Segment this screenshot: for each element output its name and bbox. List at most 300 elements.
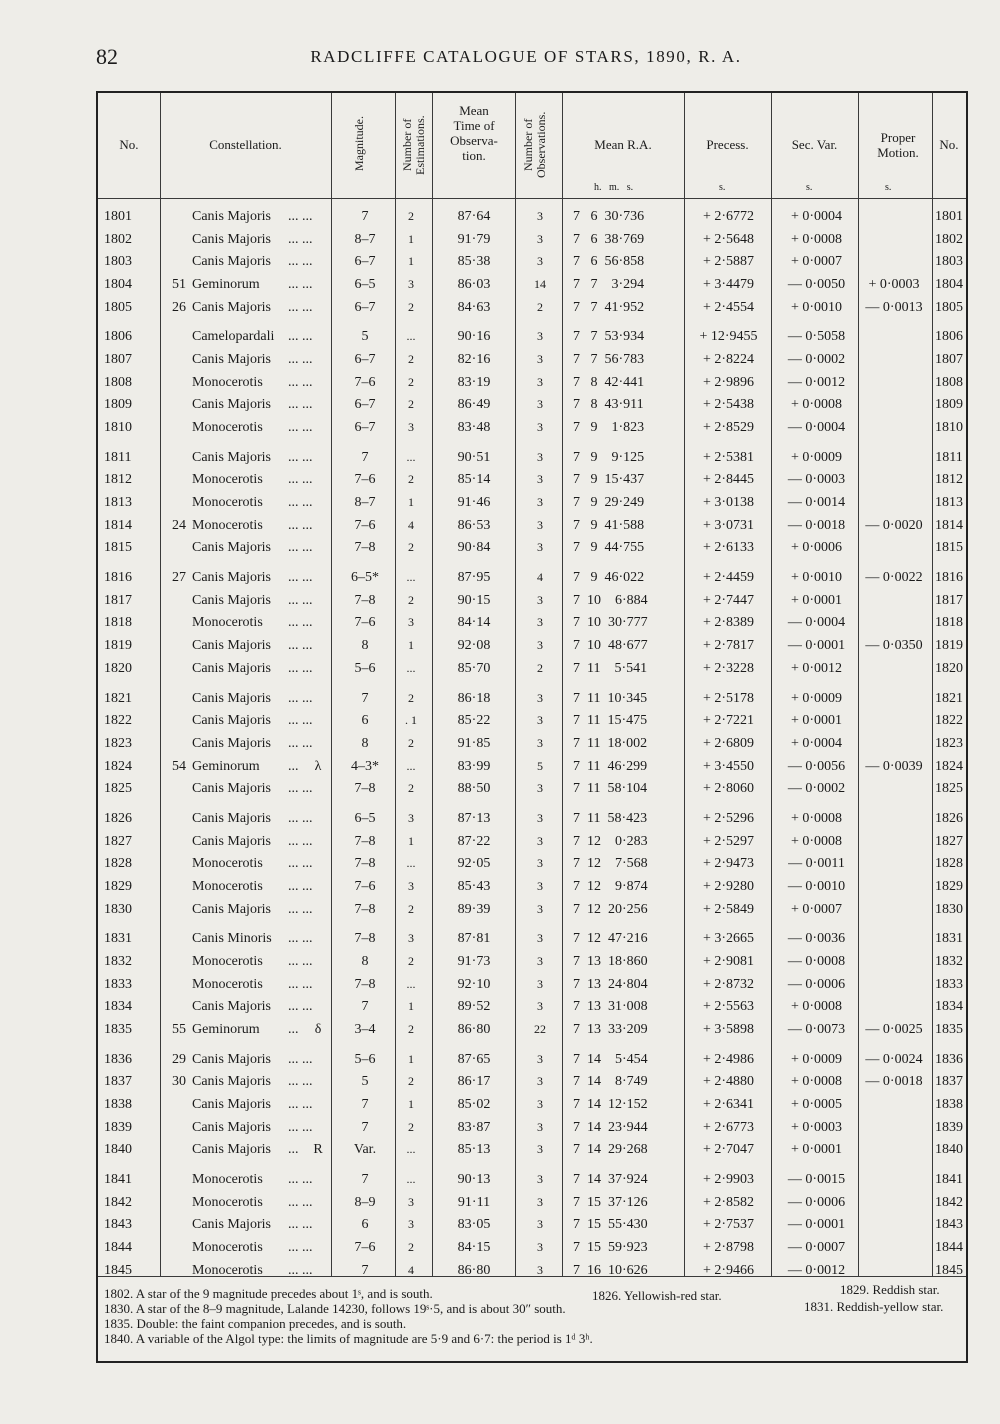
- table-row: [98, 418, 966, 440]
- table-row: [98, 350, 966, 372]
- observations-count: 3: [537, 1240, 543, 1255]
- star-number-right: 1830: [935, 901, 963, 917]
- mean-time-value: 87·95: [457, 570, 491, 586]
- mean-ra-value: 7 11 5·541: [573, 660, 648, 676]
- observations-count: 3: [537, 999, 543, 1014]
- observations-count: 3: [537, 472, 543, 487]
- secular-variation-value: + 0·0001: [790, 592, 843, 608]
- star-number-right: 1818: [935, 615, 963, 631]
- star-number: 1837: [104, 1074, 132, 1090]
- magnitude-value: 7: [361, 690, 369, 706]
- mean-time-value: 83·48: [457, 419, 491, 435]
- magnitude-value: 7–6: [354, 374, 376, 390]
- magnitude-value: 6: [361, 1217, 369, 1233]
- constellation-name: Canis Majoris: [192, 352, 271, 368]
- constellation-name: Canis Majoris: [192, 713, 271, 729]
- leader-dots: ... ...: [288, 397, 313, 413]
- star-number-right: 1827: [935, 833, 963, 849]
- proper-motion-value: + 0·0003: [868, 276, 920, 292]
- constellation-name: Canis Majoris: [192, 209, 271, 224]
- star-number: 1820: [104, 660, 132, 676]
- flamsteed-number: 29: [172, 1051, 186, 1067]
- proper-motion-value: — 0·0024: [865, 1051, 923, 1067]
- precession-value: + 2·7047: [702, 1142, 755, 1158]
- leader-dots: ... ...: [288, 999, 313, 1015]
- mean-time-value: 91·85: [457, 735, 491, 751]
- observations-count: 3: [537, 540, 543, 555]
- star-number: 1830: [104, 901, 132, 917]
- mean-time-value: 91·11: [457, 1194, 491, 1210]
- secular-variation-value: — 0·0007: [787, 1240, 846, 1256]
- constellation-name: Canis Majoris: [192, 1119, 271, 1135]
- mean-time-value: 90·51: [457, 449, 491, 465]
- precession-value: + 2·9466: [702, 1262, 755, 1278]
- magnitude-value: 5: [361, 1074, 369, 1090]
- star-number: 1844: [104, 1240, 132, 1256]
- table-row: [98, 568, 966, 590]
- star-number: 1843: [104, 1217, 132, 1233]
- leader-dots: ... ...: [288, 638, 313, 654]
- magnitude-value: 8: [361, 954, 369, 970]
- mean-time-value: 91·73: [457, 954, 491, 970]
- flamsteed-number: 54: [172, 758, 186, 774]
- star-number: 1833: [104, 976, 132, 992]
- observations-count: 3: [537, 449, 543, 464]
- mean-ra-value: 7 8 42·441: [573, 374, 645, 390]
- star-number: 1810: [104, 419, 132, 435]
- bayer-letter: R: [313, 1142, 323, 1158]
- precession-value: + 2·8529: [702, 419, 755, 435]
- magnitude-value: 7: [361, 999, 369, 1015]
- constellation-name: Canis Majoris: [192, 660, 271, 676]
- star-number-right: 1838: [935, 1097, 963, 1113]
- star-number: 1829: [104, 878, 132, 894]
- leader-dots: ... ...: [288, 856, 313, 872]
- precession-value: + 3·4479: [702, 276, 755, 292]
- precession-value: + 3·5898: [702, 1021, 755, 1037]
- mean-time-value: 87·22: [457, 833, 491, 849]
- leader-dots: ... ...: [288, 931, 313, 947]
- secular-variation-value: — 0·0002: [787, 352, 846, 368]
- star-number-right: 1816: [935, 570, 963, 586]
- magnitude-value: 7–6: [354, 615, 376, 631]
- constellation-name: Camelopardali: [192, 329, 275, 345]
- precession-value: + 2·7221: [702, 713, 755, 729]
- star-number: 1826: [104, 811, 132, 826]
- precession-value: + 2·8060: [702, 781, 755, 797]
- observations-count: 3: [537, 954, 543, 969]
- leader-dots: ... ...: [288, 954, 313, 970]
- mean-time-value: 90·15: [457, 592, 491, 608]
- precession-value: + 2·9903: [702, 1172, 755, 1188]
- estimations-count: 2: [408, 1074, 414, 1089]
- observations-count: 4: [537, 570, 543, 585]
- magnitude-value: 8–7: [354, 495, 376, 511]
- proper-motion-value: — 0·0039: [865, 758, 923, 774]
- proper-motion-value: — 0·0018: [865, 1074, 923, 1090]
- leader-dots: ... ...: [288, 592, 313, 608]
- star-number-right: 1839: [935, 1119, 963, 1135]
- mean-time-value: 92·08: [457, 638, 491, 654]
- leader-dots: ... ...: [288, 878, 313, 894]
- mean-ra-value: 7 9 9·125: [573, 449, 645, 465]
- mean-ra-value: 7 9 15·437: [573, 472, 645, 488]
- mean-ra-value: 7 13 31·008: [573, 999, 648, 1015]
- secular-variation-value: + 0·0001: [790, 1142, 843, 1158]
- precession-value: + 2·5178: [702, 690, 755, 706]
- mean-time-value: 85·13: [457, 1142, 491, 1158]
- constellation-name: Canis Majoris: [192, 781, 271, 797]
- leader-dots: ... ...: [288, 735, 313, 751]
- star-number-right: 1806: [935, 329, 963, 345]
- precession-value: + 2·8224: [702, 352, 755, 368]
- mean-time-value: 87·64: [457, 209, 491, 224]
- estimations-count: 3: [408, 931, 414, 946]
- mean-ra-value: 7 11 58·423: [573, 811, 648, 826]
- footnote: 1840. A variable of the Algol type: the limits of magnitude are 5·9 and 6·7: the period is 1ᵈ 3ʰ.: [104, 1331, 593, 1346]
- mean-ra-value: 7 10 30·777: [573, 615, 648, 631]
- mean-time-value: 83·99: [457, 758, 491, 774]
- proper-motion-value: — 0·0013: [865, 299, 923, 315]
- mean-time-value: 86·03: [457, 276, 491, 292]
- magnitude-value: 7: [361, 209, 369, 224]
- secular-variation-value: — 0·0014: [787, 495, 846, 511]
- estimations-count: 3: [408, 419, 414, 434]
- magnitude-value: 7–8: [354, 540, 376, 556]
- observations-count: 3: [537, 517, 543, 532]
- mean-time-value: 92·05: [457, 856, 491, 872]
- star-number: 1828: [104, 856, 132, 872]
- leader-dots: ... ...: [288, 615, 313, 631]
- estimations-count: 2: [408, 472, 414, 487]
- table-row: [98, 1020, 966, 1042]
- magnitude-value: 7–8: [354, 781, 376, 797]
- mean-time-value: 90·84: [457, 540, 491, 556]
- leader-dots: ... ...: [288, 781, 313, 797]
- star-number-right: 1844: [935, 1240, 963, 1256]
- proper-motion-value: — 0·0022: [865, 570, 923, 586]
- estimations-count: 2: [408, 209, 414, 223]
- estimations-count: ...: [406, 758, 416, 773]
- secular-variation-value: + 0·0012: [790, 660, 843, 676]
- star-number: 1806: [104, 329, 132, 345]
- star-number-right: 1815: [935, 540, 963, 556]
- leader-dots: ... ...: [288, 419, 313, 435]
- mean-ra-value: 7 6 56·858: [573, 254, 645, 270]
- star-number: 1815: [104, 540, 132, 556]
- table-row: [98, 493, 966, 515]
- secular-variation-value: — 0·0015: [787, 1172, 846, 1188]
- precession-value: + 2·4554: [702, 299, 755, 315]
- star-number: 1834: [104, 999, 132, 1015]
- precession-value: + 2·9280: [702, 878, 755, 894]
- precession-value: + 3·4550: [702, 758, 755, 774]
- estimations-count: 1: [408, 231, 414, 246]
- star-number-right: 1828: [935, 856, 963, 872]
- constellation-name: Geminorum: [192, 276, 260, 292]
- precession-value: + 2·9473: [702, 856, 755, 872]
- mean-ra-value: 7 10 48·677: [573, 638, 648, 654]
- mean-ra-value: 7 9 46·022: [573, 570, 645, 586]
- star-number-right: 1807: [935, 352, 963, 368]
- star-number-right: 1825: [935, 781, 963, 797]
- observations-count: 3: [537, 638, 543, 653]
- star-number: 1842: [104, 1194, 132, 1210]
- observations-count: 3: [537, 690, 543, 705]
- secular-variation-value: + 0·0008: [790, 833, 843, 849]
- footnote: 1830. A star of the 8–9 magnitude, Lalande 14230, follows 19ˢ·5, and is about 30″ south.: [104, 1301, 566, 1316]
- precession-value: + 2·7817: [702, 638, 755, 654]
- observations-count: 3: [537, 1074, 543, 1089]
- mean-ra-value: 7 15 55·430: [573, 1217, 648, 1233]
- secular-variation-value: + 0·0007: [790, 254, 843, 270]
- precession-value: + 2·3228: [702, 660, 755, 676]
- observations-count: 3: [537, 352, 543, 367]
- constellation-name: Monocerotis: [192, 856, 263, 872]
- flamsteed-number: 30: [172, 1074, 186, 1090]
- mean-ra-value: 7 14 29·268: [573, 1142, 648, 1158]
- constellation-name: Canis Majoris: [192, 397, 271, 413]
- observations-count: 3: [537, 1142, 543, 1157]
- header-sec-var: Sec. Var.: [791, 137, 838, 152]
- leader-dots: ... ...: [288, 209, 313, 224]
- secular-variation-value: + 0·0004: [790, 209, 843, 224]
- estimations-count: 2: [408, 735, 414, 750]
- observations-count: 3: [537, 1194, 543, 1209]
- mean-time-value: 86·17: [457, 1074, 491, 1090]
- observations-count: 3: [537, 254, 543, 269]
- magnitude-value: 7–8: [354, 592, 376, 608]
- observations-count: 3: [537, 1051, 543, 1066]
- star-number-right: 1837: [935, 1074, 963, 1090]
- star-number-right: 1845: [935, 1262, 963, 1278]
- mean-time-value: 85·38: [457, 254, 491, 270]
- proper-motion-value: — 0·0020: [865, 517, 923, 533]
- table-row: [98, 252, 966, 274]
- star-number: 1805: [104, 299, 132, 315]
- estimations-count: 1: [408, 999, 414, 1014]
- precession-value: + 2·8389: [702, 615, 755, 631]
- leader-dots: ... ...: [288, 495, 313, 511]
- leader-dots: ... ...: [288, 713, 313, 729]
- precession-value: + 2·9896: [702, 374, 755, 390]
- mean-time-value: 86·49: [457, 397, 491, 413]
- magnitude-value: 5–6: [354, 660, 376, 676]
- mean-time-value: 90·13: [457, 1172, 491, 1188]
- secular-variation-value: — 0·0011: [788, 856, 845, 872]
- mean-time-value: 85·70: [457, 660, 491, 676]
- secular-variation-value: + 0·0009: [790, 1051, 843, 1067]
- observations-count: 3: [537, 781, 543, 796]
- magnitude-value: 5: [361, 329, 369, 345]
- estimations-count: 1: [408, 495, 414, 510]
- mean-time-value: 85·14: [457, 472, 491, 488]
- constellation-name: Canis Majoris: [192, 999, 271, 1015]
- magnitude-value: 6–7: [354, 397, 376, 413]
- magnitude-value: 4–3*: [351, 758, 379, 774]
- table-row: [98, 275, 966, 297]
- magnitude-value: 7–8: [354, 856, 376, 872]
- precession-value: + 2·4880: [702, 1074, 755, 1090]
- proper-motion-value: — 0·0025: [865, 1021, 923, 1037]
- header-magnitude: Magnitude.: [352, 116, 366, 172]
- star-number-right: 1832: [935, 954, 963, 970]
- estimations-count: 2: [408, 1021, 414, 1036]
- star-number-right: 1824: [935, 758, 963, 774]
- mean-ra-value: 7 16 10·626: [573, 1262, 648, 1278]
- star-number-right: 1804: [935, 276, 963, 292]
- star-number: 1832: [104, 954, 132, 970]
- mean-ra-value: 7 9 29·249: [573, 495, 645, 511]
- table-row: [98, 613, 966, 635]
- table-row: [98, 207, 966, 229]
- leader-dots: ... ...: [288, 1194, 313, 1210]
- estimations-count: ...: [406, 1172, 416, 1187]
- mean-time-value: 84·15: [457, 1240, 491, 1256]
- leader-dots: ... ...: [288, 1262, 313, 1278]
- observations-count: 3: [537, 811, 543, 825]
- magnitude-value: 8–7: [354, 231, 376, 247]
- magnitude-value: 6–5: [354, 811, 376, 826]
- estimations-count: 2: [408, 592, 414, 607]
- table-row: [98, 734, 966, 756]
- star-number: 1811: [104, 449, 132, 465]
- magnitude-value: Var.: [353, 1142, 377, 1158]
- mean-ra-value: 7 9 41·588: [573, 517, 645, 533]
- table-row: [98, 659, 966, 681]
- constellation-name: Monocerotis: [192, 954, 263, 970]
- page-number: 82: [96, 44, 118, 69]
- constellation-name: Canis Majoris: [192, 735, 271, 751]
- estimations-count: ...: [406, 329, 416, 344]
- mean-time-value: 91·79: [457, 231, 491, 247]
- flamsteed-number: 26: [172, 299, 186, 315]
- estimations-count: 3: [408, 276, 414, 291]
- table-row: [98, 711, 966, 733]
- observations-count: 3: [537, 374, 543, 389]
- secular-variation-value: + 0·0007: [790, 901, 843, 917]
- mean-time-value: 86·53: [457, 517, 491, 533]
- table-row: [98, 1140, 966, 1162]
- mean-ra-value: 7 14 5·454: [573, 1051, 648, 1067]
- header-sec-var-unit: s.: [806, 182, 813, 193]
- table-row: [98, 636, 966, 658]
- mean-ra-value: 7 11 58·104: [573, 781, 648, 797]
- observations-count: 3: [537, 495, 543, 510]
- mean-time-value: 83·87: [457, 1119, 491, 1135]
- mean-time-value: 84·14: [457, 615, 491, 631]
- observations-count: 3: [537, 901, 543, 916]
- leader-dots: ... ...: [288, 811, 313, 826]
- star-number: 1802: [104, 231, 132, 247]
- precession-value: + 2·9081: [702, 954, 755, 970]
- header-precess-unit: s.: [719, 182, 726, 193]
- table-row: [98, 298, 966, 320]
- estimations-count: . 1: [405, 713, 417, 728]
- table-row: [98, 1050, 966, 1072]
- observations-count: 3: [537, 615, 543, 630]
- observations-count: 3: [537, 419, 543, 434]
- mean-ra-value: 7 13 24·804: [573, 976, 648, 992]
- leader-dots: ... ...: [288, 833, 313, 849]
- secular-variation-value: — 0·0008: [787, 954, 846, 970]
- mean-time-value: 83·19: [457, 374, 491, 390]
- star-number-right: 1840: [935, 1142, 963, 1158]
- footnote: 1835. Double: the faint companion precedes, and is south.: [104, 1316, 407, 1331]
- star-number-right: 1822: [935, 713, 963, 729]
- observations-count: 3: [537, 976, 543, 991]
- footnote: 1802. A star of the 9 magnitude precedes about 1ˢ, and is south.: [104, 1286, 433, 1301]
- observations-count: 3: [537, 713, 543, 728]
- star-number: 1807: [104, 352, 132, 368]
- table-row: [98, 779, 966, 801]
- star-number: 1812: [104, 472, 132, 488]
- observations-count: 2: [537, 299, 543, 314]
- observations-count: 3: [537, 1097, 543, 1112]
- table-row: [98, 809, 966, 831]
- mean-ra-value: 7 12 20·256: [573, 901, 648, 917]
- constellation-name: Canis Majoris: [192, 1217, 271, 1233]
- magnitude-value: 7: [361, 449, 369, 465]
- star-number: 1809: [104, 397, 132, 413]
- secular-variation-value: + 0·0008: [790, 231, 843, 247]
- leader-dots: ... ...: [288, 329, 313, 345]
- estimations-count: 3: [408, 1217, 414, 1232]
- observations-count: 22: [534, 1021, 546, 1036]
- estimations-count: 2: [408, 352, 414, 367]
- leader-dots: ... ...: [288, 660, 313, 676]
- star-number-right: 1805: [935, 299, 963, 315]
- mean-ra-value: 7 14 23·944: [573, 1119, 648, 1135]
- precession-value: + 2·8732: [702, 976, 755, 992]
- estimations-count: 3: [408, 615, 414, 630]
- header-no: No.: [119, 137, 139, 152]
- star-number-right: 1833: [935, 976, 963, 992]
- secular-variation-value: + 0·0009: [790, 449, 843, 465]
- mean-ra-value: 7 6 30·736: [573, 209, 645, 224]
- constellation-name: Canis Majoris: [192, 540, 271, 556]
- observations-count: 3: [537, 856, 543, 871]
- proper-motion-value: — 0·0350: [865, 638, 923, 654]
- precession-value: + 3·0138: [702, 495, 755, 511]
- table-row: [98, 470, 966, 492]
- observations-count: 3: [537, 833, 543, 848]
- mean-time-value: 89·52: [457, 999, 491, 1015]
- leader-dots: ... ...: [288, 540, 313, 556]
- precession-value: + 2·5849: [702, 901, 755, 917]
- leader-dots: ... ...: [288, 976, 313, 992]
- star-number: 1804: [104, 276, 132, 292]
- star-number-right: 1834: [935, 999, 963, 1015]
- star-number: 1803: [104, 254, 132, 270]
- observations-count: 3: [537, 931, 543, 946]
- observations-count: 3: [537, 878, 543, 893]
- star-number-right: 1836: [935, 1051, 963, 1067]
- estimations-count: ...: [406, 660, 416, 675]
- constellation-name: Monocerotis: [192, 517, 263, 533]
- mean-time-value: 86·80: [457, 1021, 491, 1037]
- mean-time-value: 89·39: [457, 901, 491, 917]
- estimations-count: 2: [408, 299, 414, 314]
- secular-variation-value: + 0·0005: [790, 1097, 843, 1113]
- star-number: 1831: [104, 931, 132, 947]
- secular-variation-value: — 0·0001: [787, 1217, 846, 1233]
- mean-ra-value: 7 12 9·874: [573, 878, 648, 894]
- estimations-count: ...: [406, 976, 416, 991]
- star-number: 1821: [104, 690, 132, 706]
- precession-value: + 12·9455: [699, 329, 758, 345]
- magnitude-value: 6–7: [354, 352, 376, 368]
